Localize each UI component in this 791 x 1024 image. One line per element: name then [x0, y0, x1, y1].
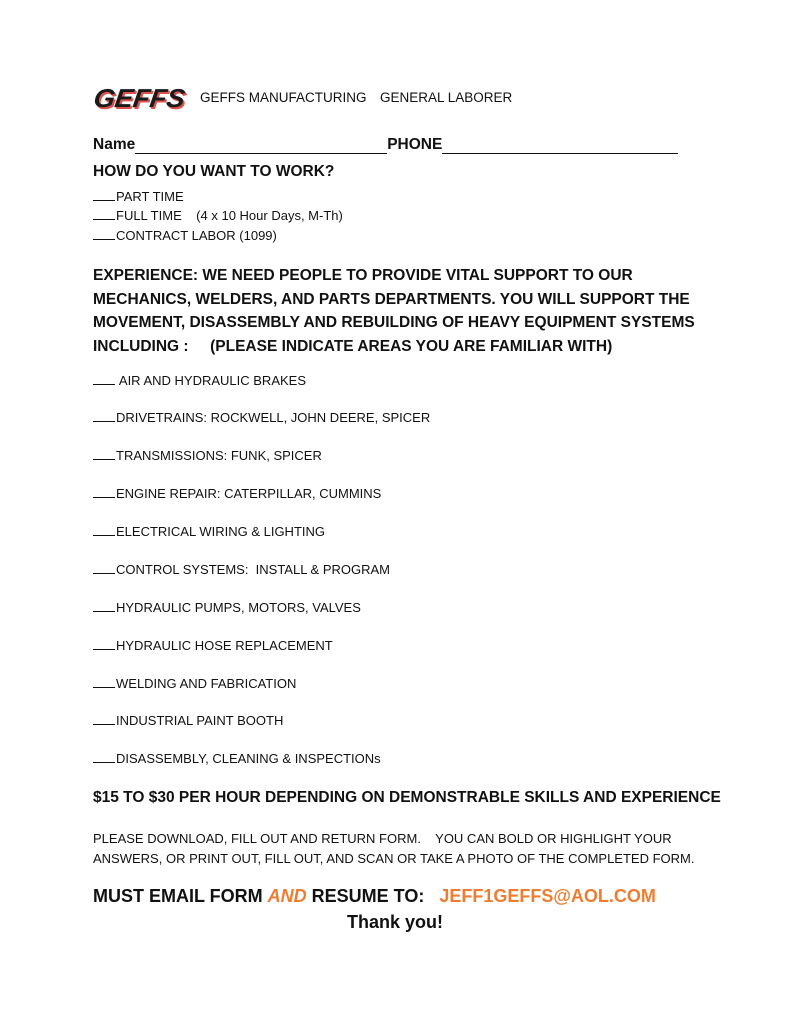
skill-item[interactable] [93, 751, 381, 766]
skill-item[interactable] [93, 486, 381, 501]
skill-item[interactable] [93, 448, 322, 463]
skill-label: HYDRAULIC HOSE REPLACEMENT [116, 638, 333, 653]
checkbox-blank[interactable] [93, 638, 115, 650]
skill-label: WELDING AND FABRICATION [116, 676, 297, 691]
skill-label: HYDRAULIC PUMPS, MOTORS, VALVES [116, 600, 361, 615]
skill-item[interactable] [93, 410, 430, 425]
logo-text: GEFFS [91, 83, 187, 113]
instructions-paragraph: PLEASE DOWNLOAD, FILL OUT AND RETURN FORM. YOU CAN BOLD OR HIGHLIGHT YOUR ANSWERS, OR PRINT OUT, FILL OUT, AND SCAN OR TAKE A PHOTO OF THE COMPLETED FORM. [93, 831, 695, 866]
skill-label: AIR AND HYDRAULIC BRAKES [116, 373, 306, 388]
name-label: Name [93, 136, 136, 153]
checkbox-blank[interactable] [93, 562, 115, 574]
skill-label: TRANSMISSIONS: FUNK, SPICER [116, 448, 322, 463]
skill-item[interactable] [93, 524, 325, 539]
skill-label: DISASSEMBLY, CLEANING & INSPECTIONs [116, 751, 381, 766]
pay-range: $15 TO $30 PER HOUR DEPENDING ON DEMONSTRABLE SKILLS AND EXPERIENCE [93, 789, 721, 806]
skill-label: CONTROL SYSTEMS: INSTALL & PROGRAM [116, 562, 391, 577]
contact-fields-row [93, 136, 678, 154]
skill-item[interactable] [93, 713, 283, 728]
checkbox-blank[interactable] [93, 713, 115, 725]
work-option[interactable] [93, 189, 184, 204]
company-name: GEFFS MANUFACTURING [200, 90, 367, 105]
checkbox-blank[interactable] [93, 676, 115, 688]
position-title: GENERAL LABORER [380, 90, 513, 105]
skill-label: INDUSTRIAL PAINT BOOTH [116, 713, 284, 728]
checkbox-blank[interactable] [93, 228, 115, 240]
checkbox-blank[interactable] [93, 410, 115, 422]
checkbox-blank[interactable] [93, 448, 115, 460]
work-type-heading: HOW DO YOU WANT TO WORK? [93, 163, 335, 180]
skill-item[interactable] [93, 562, 390, 577]
skill-label: DRIVETRAINS: ROCKWELL, JOHN DEERE, SPICER [116, 410, 431, 425]
checkbox-blank[interactable] [93, 751, 115, 763]
email-instruction [93, 886, 656, 907]
skill-item[interactable] [93, 676, 296, 691]
work-option-label: CONTRACT LABOR (1099) [116, 228, 277, 243]
skill-item[interactable] [93, 638, 333, 653]
work-option[interactable] [93, 208, 343, 223]
checkbox-blank[interactable] [93, 373, 115, 385]
work-option[interactable] [93, 228, 277, 243]
email-middle: RESUME TO: [306, 886, 440, 906]
work-option-label: FULL TIME (4 x 10 Hour Days, M-Th) [116, 208, 343, 223]
experience-paragraph: EXPERIENCE: WE NEED PEOPLE TO PROVIDE VITAL SUPPORT TO OUR MECHANICS, WELDERS, AND PARTS DEPARTMENTS. YOU WILL SUPPORT THE MOVEMENT, DISASSEMBLY AND REBUILDING OF HEAVY EQUIPMENT SYSTEMS INCLUDING : (PLEASE INDICATE AREAS YOU ARE FAMILIAR WITH) [93, 267, 700, 355]
phone-field[interactable] [442, 139, 678, 154]
skill-item[interactable] [93, 373, 306, 388]
email-prefix: MUST EMAIL FORM [93, 886, 268, 906]
checkbox-blank[interactable] [93, 600, 115, 612]
skill-label: ELECTRICAL WIRING & LIGHTING [116, 524, 325, 539]
checkbox-blank[interactable] [93, 208, 115, 220]
emphasis-and: AND [267, 886, 307, 906]
phone-label: PHONE [387, 136, 443, 153]
checkbox-blank[interactable] [93, 486, 115, 498]
skill-item[interactable] [93, 600, 361, 615]
checkbox-blank[interactable] [93, 524, 115, 536]
email-address-link[interactable]: JEFF1GEFFS@AOL.COM [439, 886, 656, 906]
geffs-logo [91, 83, 187, 113]
skill-label: ENGINE REPAIR: CATERPILLAR, CUMMINS [116, 486, 382, 501]
thank-you-text: Thank you! [347, 912, 444, 932]
work-option-label: PART TIME [116, 189, 184, 204]
name-field[interactable] [135, 139, 387, 154]
checkbox-blank[interactable] [93, 189, 115, 201]
